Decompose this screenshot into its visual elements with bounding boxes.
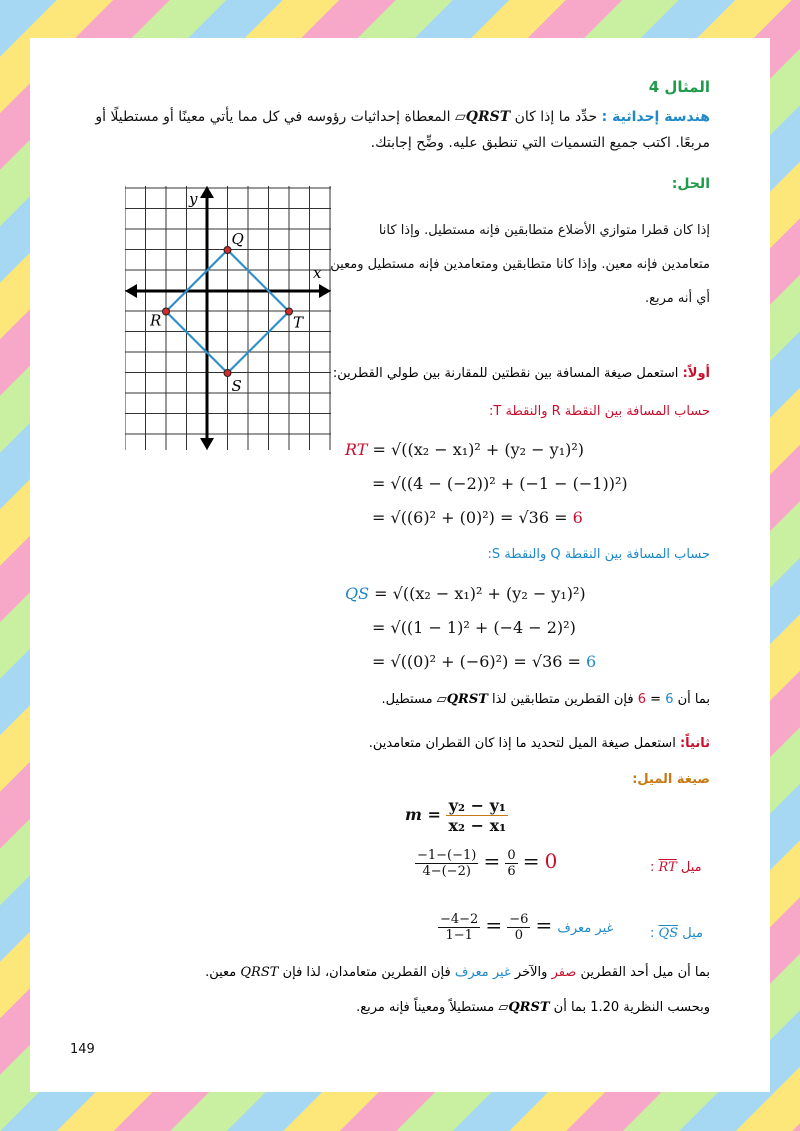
c3-part2: مستطيلاً ومعيناً فإنه مربع. <box>356 1000 495 1015</box>
c2-shape: QRST <box>240 965 279 980</box>
rt-line-3 <box>372 508 583 527</box>
c1-part1: بما أن <box>677 692 710 707</box>
slope-qs-label: : $\overline{QS}$ ميل <box>650 926 703 941</box>
point-q <box>224 247 231 254</box>
c3-shape: QRST <box>508 1000 550 1015</box>
conclusion-3 <box>250 1000 710 1015</box>
point-t <box>286 308 293 315</box>
c2-part1: بما أن ميل أحد القطرين <box>580 965 710 980</box>
rt-slope-word: ميل <box>680 860 702 875</box>
solution-text: إذا كان قطرا متوازي الأضلاع متطابقين فإنه مستطيل. وإذا كانا متعامدين فإنه معين. وإذا كانا متطابقين ومتعامدين فإنه مستطيل ومعين أي أنه مربع. <box>330 223 710 306</box>
rt-seg: $\overline{RT}$ <box>658 860 677 875</box>
parallelogram-icon: ▱ <box>455 109 466 125</box>
c2-zero: صفر <box>551 965 577 980</box>
qs-formula: = √((x₂ − x₁)² + (y₂ − y₁)²) <box>374 584 586 603</box>
qs-line-2: = √((1 − 1)² + (−4 − 2)²) <box>372 618 576 637</box>
rt-lhs: RT <box>345 440 368 459</box>
rt-calc: = √((6)² + (0)²) = √36 = <box>372 508 568 527</box>
qs-slope-result: غير معرف <box>557 921 614 936</box>
parallelogram-icon: ▱ <box>498 1000 509 1015</box>
point-r <box>163 308 170 315</box>
first-text: استعمل صيغة المسافة بين نقطتين للمقارنة بين طولي القطرين: <box>332 366 679 381</box>
slope-heading: صيغة الميل: <box>632 772 710 787</box>
slope-qs-calc: $\frac{-4-2}{1-1}$ = $\frac{-6}{0}$ = غير معرف <box>440 912 614 943</box>
slope-den: x₂ − x₁ <box>448 816 507 835</box>
c1-b: 6 <box>637 692 646 707</box>
slope-formula <box>405 796 508 835</box>
c1-part2: فإن القطرين متطابقين لذا <box>492 692 634 707</box>
qs-calc: = √((0)² + (−6)²) = √36 = <box>372 652 581 671</box>
first-label: أولاً: <box>682 366 710 381</box>
qs-num1: −4−2 <box>440 912 479 927</box>
rt-den1: 4−(−2) <box>422 864 471 879</box>
point-label-s: S <box>231 377 242 395</box>
example-title: المثال 4 <box>648 78 710 96</box>
y-axis <box>200 186 214 450</box>
qs-seg: $\overline{QS}$ <box>658 926 679 941</box>
c3-part1: وبحسب النظرية 1.20 بما أن <box>553 1000 710 1015</box>
rt-slope-result: 0 <box>544 849 558 873</box>
solution-label: الحل: <box>671 176 710 192</box>
point-s <box>224 370 231 377</box>
page-number: 149 <box>70 1042 95 1057</box>
qs-den2: 0 <box>514 928 523 943</box>
rt-heading: حساب المسافة بين النقطة R والنقطة T: <box>489 404 710 419</box>
qs-line-1 <box>345 584 586 603</box>
shape-name: QRST <box>465 109 511 125</box>
second-step <box>300 736 710 751</box>
second-text: استعمل صيغة الميل لتحديد ما إذا كان القطران متعامدين. <box>368 736 676 751</box>
y-axis-label: y <box>189 190 198 208</box>
point-label-r: R <box>150 311 162 330</box>
intro-text-1: حدِّد ما إذا كان <box>514 109 598 125</box>
qs-num2: −6 <box>509 912 529 927</box>
c1-a: 6 <box>665 692 674 707</box>
c1-shape: QRST <box>446 692 488 707</box>
intro-text-2: المعطاة إحداثيات رؤوسه في كل مما يأتي معينًا أو مستطيلًا أو <box>95 109 451 125</box>
slope-lhs: m = <box>405 805 441 824</box>
point-label-t: T <box>293 313 304 332</box>
problem-statement <box>60 104 710 156</box>
rt-line-1 <box>345 440 584 459</box>
second-label: ثانياً: <box>679 736 710 751</box>
rt-den2: 6 <box>507 864 516 879</box>
slope-rt-calc: $\frac{-1-(-1)}{4-(-2)}$ = $\frac{0}{6}$ = 0 <box>417 848 558 879</box>
slope-num: y₂ − y₁ <box>446 796 508 816</box>
topic-keyword: هندسة إحداثية : <box>601 109 710 125</box>
c2-undef: غير معرف <box>454 965 511 980</box>
rt-num1: −1−(−1) <box>417 848 477 863</box>
qs-lhs: QS <box>345 584 370 603</box>
rt-result: 6 <box>572 508 583 527</box>
qs-line-3 <box>372 652 596 671</box>
c1-part3: مستطيل. <box>381 692 433 707</box>
x-axis-label: x <box>313 264 322 282</box>
conclusion-2 <box>160 965 710 980</box>
qs-result: 6 <box>586 652 597 671</box>
qs-heading: حساب المسافة بين النقطة Q والنقطة S: <box>487 547 710 562</box>
c2-part3: فإن القطرين متعامدان، لذا فإن <box>282 965 451 980</box>
c2-part4: معين. <box>205 965 237 980</box>
parallelogram-icon: ▱ <box>436 692 447 707</box>
c2-part2: والآخر <box>514 965 548 980</box>
qs-slope-word: ميل <box>682 926 703 941</box>
point-label-q: Q <box>231 230 244 248</box>
first-step <box>240 366 710 381</box>
qs-den1: 1−1 <box>445 928 473 943</box>
conclusion-1 <box>300 692 710 707</box>
slope-rt-label: : $\overline{RT}$ ميل <box>650 860 702 875</box>
rt-formula: = √((x₂ − x₁)² + (y₂ − y₁)²) <box>372 440 585 459</box>
intro-text-3: مربعًا. اكتب جميع التسميات التي تنطبق عليه. وضِّح إجابتك. <box>370 135 710 151</box>
rt-num2: 0 <box>507 848 516 863</box>
rt-line-2: = √((4 − (−2))² + (−1 − (−1))²) <box>372 474 628 493</box>
c1-eq: = <box>650 692 662 707</box>
